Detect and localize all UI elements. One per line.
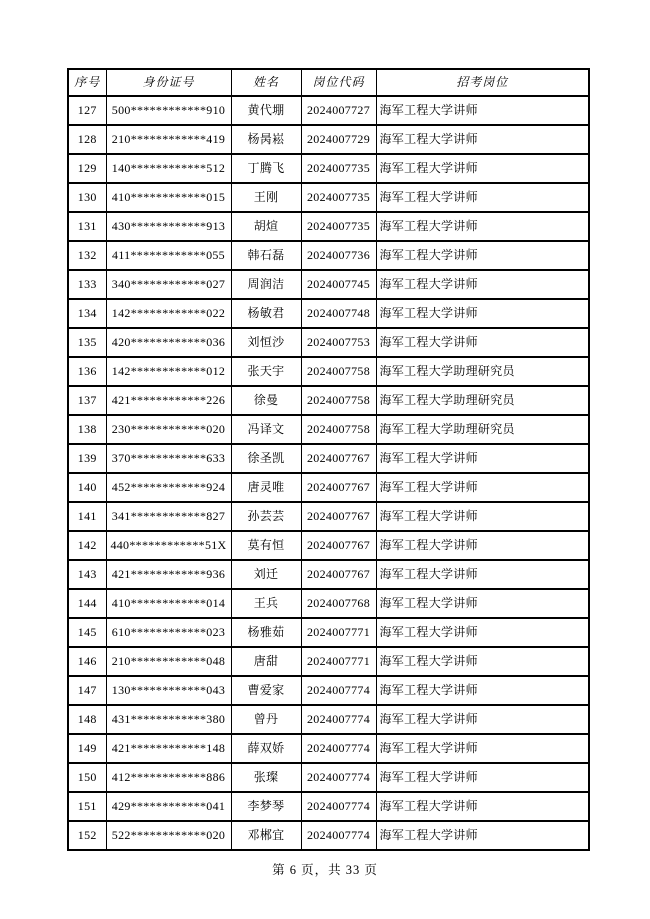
cell-post-title: 海军工程大学讲师 <box>376 705 589 734</box>
table-row <box>68 357 589 386</box>
cell-name: 胡煊 <box>231 212 301 241</box>
table-row <box>68 705 589 734</box>
cell-post-title: 海军工程大学助理研究员 <box>376 386 589 415</box>
cell-post-code: 2024007729 <box>301 125 376 154</box>
cell-id-number: 341************827 <box>106 502 231 531</box>
cell-post-title: 海军工程大学助理研究员 <box>376 415 589 444</box>
cell-id-number: 130************043 <box>106 676 231 705</box>
cell-id-number: 410************014 <box>106 589 231 618</box>
cell-post-code: 2024007735 <box>301 183 376 212</box>
cell-id-number: 421************936 <box>106 560 231 589</box>
cell-post-code: 2024007736 <box>301 241 376 270</box>
cell-name: 张天宇 <box>231 357 301 386</box>
table-row <box>68 676 589 705</box>
table-row <box>68 415 589 444</box>
cell-id-number: 431************380 <box>106 705 231 734</box>
cell-post-title: 海军工程大学讲师 <box>376 212 589 241</box>
cell-seq: 129 <box>68 154 106 183</box>
cell-post-code: 2024007774 <box>301 821 376 850</box>
cell-name: 丁腾飞 <box>231 154 301 183</box>
cell-post-code: 2024007753 <box>301 328 376 357</box>
table-row <box>68 183 589 212</box>
cell-id-number: 142************012 <box>106 357 231 386</box>
cell-id-number: 610************023 <box>106 618 231 647</box>
cell-id-number: 410************015 <box>106 183 231 212</box>
table-row <box>68 821 589 850</box>
table-row <box>68 531 589 560</box>
table-row <box>68 502 589 531</box>
table-row <box>68 444 589 473</box>
cell-name: 黄代堋 <box>231 96 301 125</box>
cell-id-number: 430************913 <box>106 212 231 241</box>
cell-post-title: 海军工程大学讲师 <box>376 125 589 154</box>
cell-seq: 127 <box>68 96 106 125</box>
cell-name: 曾丹 <box>231 705 301 734</box>
cell-id-number: 440************51X <box>106 531 231 560</box>
cell-seq: 145 <box>68 618 106 647</box>
cell-post-code: 2024007758 <box>301 386 376 415</box>
cell-id-number: 142************022 <box>106 299 231 328</box>
cell-name: 张璨 <box>231 763 301 792</box>
cell-post-title: 海军工程大学讲师 <box>376 328 589 357</box>
cell-id-number: 412************886 <box>106 763 231 792</box>
table-row <box>68 125 589 154</box>
cell-seq: 132 <box>68 241 106 270</box>
cell-post-code: 2024007767 <box>301 502 376 531</box>
cell-post-code: 2024007745 <box>301 270 376 299</box>
cell-id-number: 411************055 <box>106 241 231 270</box>
cell-post-title: 海军工程大学助理研究员 <box>376 357 589 386</box>
table-row <box>68 328 589 357</box>
col-header-id-number: 身份证号 <box>106 69 231 96</box>
cell-seq: 133 <box>68 270 106 299</box>
cell-name: 唐灵唯 <box>231 473 301 502</box>
cell-post-code: 2024007774 <box>301 763 376 792</box>
cell-seq: 152 <box>68 821 106 850</box>
cell-post-title: 海军工程大学讲师 <box>376 734 589 763</box>
cell-id-number: 500************910 <box>106 96 231 125</box>
cell-post-code: 2024007767 <box>301 560 376 589</box>
cell-post-title: 海军工程大学讲师 <box>376 676 589 705</box>
cell-post-code: 2024007767 <box>301 531 376 560</box>
cell-id-number: 370************633 <box>106 444 231 473</box>
col-header-post-title: 招考岗位 <box>376 69 589 96</box>
col-header-post-code: 岗位代码 <box>301 69 376 96</box>
table-row <box>68 647 589 676</box>
cell-seq: 149 <box>68 734 106 763</box>
cell-post-code: 2024007758 <box>301 357 376 386</box>
cell-post-code: 2024007774 <box>301 734 376 763</box>
cell-post-title: 海军工程大学讲师 <box>376 821 589 850</box>
cell-id-number: 210************048 <box>106 647 231 676</box>
cell-post-title: 海军工程大学讲师 <box>376 647 589 676</box>
cell-id-number: 210************419 <box>106 125 231 154</box>
table-row <box>68 560 589 589</box>
page-number-footer: 第 6 页，共 33 页 <box>272 863 378 877</box>
cell-seq: 144 <box>68 589 106 618</box>
cell-id-number: 140************512 <box>106 154 231 183</box>
cell-post-code: 2024007735 <box>301 154 376 183</box>
cell-name: 徐圣凯 <box>231 444 301 473</box>
cell-post-code: 2024007735 <box>301 212 376 241</box>
cell-seq: 148 <box>68 705 106 734</box>
cell-seq: 150 <box>68 763 106 792</box>
cell-post-title: 海军工程大学讲师 <box>376 241 589 270</box>
cell-name: 杨昺崧 <box>231 125 301 154</box>
cell-seq: 142 <box>68 531 106 560</box>
cell-post-title: 海军工程大学讲师 <box>376 763 589 792</box>
cell-id-number: 429************041 <box>106 792 231 821</box>
cell-post-title: 海军工程大学讲师 <box>376 792 589 821</box>
cell-post-title: 海军工程大学讲师 <box>376 183 589 212</box>
cell-seq: 136 <box>68 357 106 386</box>
cell-seq: 151 <box>68 792 106 821</box>
cell-id-number: 230************020 <box>106 415 231 444</box>
cell-post-code: 2024007758 <box>301 415 376 444</box>
cell-post-code: 2024007767 <box>301 473 376 502</box>
cell-post-code: 2024007767 <box>301 444 376 473</box>
table-row <box>68 96 589 125</box>
table-row <box>68 618 589 647</box>
cell-id-number: 340************027 <box>106 270 231 299</box>
table-row <box>68 154 589 183</box>
table-row <box>68 792 589 821</box>
cell-post-title: 海军工程大学讲师 <box>376 154 589 183</box>
cell-name: 曹爱家 <box>231 676 301 705</box>
cell-seq: 139 <box>68 444 106 473</box>
cell-post-title: 海军工程大学讲师 <box>376 618 589 647</box>
table-row <box>68 299 589 328</box>
cell-seq: 147 <box>68 676 106 705</box>
cell-seq: 143 <box>68 560 106 589</box>
cell-name: 薛双娇 <box>231 734 301 763</box>
table-row <box>68 763 589 792</box>
cell-id-number: 420************036 <box>106 328 231 357</box>
cell-post-code: 2024007771 <box>301 647 376 676</box>
cell-seq: 138 <box>68 415 106 444</box>
cell-seq: 146 <box>68 647 106 676</box>
col-header-seq: 序号 <box>68 69 106 96</box>
cell-name: 唐甜 <box>231 647 301 676</box>
cell-post-title: 海军工程大学讲师 <box>376 560 589 589</box>
cell-post-title: 海军工程大学讲师 <box>376 96 589 125</box>
header-row <box>68 69 589 96</box>
cell-seq: 131 <box>68 212 106 241</box>
cell-post-code: 2024007748 <box>301 299 376 328</box>
cell-id-number: 452************924 <box>106 473 231 502</box>
cell-name: 王兵 <box>231 589 301 618</box>
candidate-roster-table <box>67 68 590 851</box>
cell-post-title: 海军工程大学讲师 <box>376 531 589 560</box>
table-row <box>68 734 589 763</box>
cell-seq: 130 <box>68 183 106 212</box>
cell-post-title: 海军工程大学讲师 <box>376 589 589 618</box>
cell-id-number: 421************148 <box>106 734 231 763</box>
cell-post-code: 2024007771 <box>301 618 376 647</box>
cell-name: 杨敏君 <box>231 299 301 328</box>
cell-seq: 134 <box>68 299 106 328</box>
cell-name: 周润洁 <box>231 270 301 299</box>
cell-post-code: 2024007774 <box>301 792 376 821</box>
col-header-name: 姓名 <box>231 69 301 96</box>
cell-name: 刘恒沙 <box>231 328 301 357</box>
cell-post-code: 2024007727 <box>301 96 376 125</box>
cell-name: 冯译文 <box>231 415 301 444</box>
cell-name: 徐曼 <box>231 386 301 415</box>
cell-seq: 128 <box>68 125 106 154</box>
cell-name: 李梦琴 <box>231 792 301 821</box>
cell-id-number: 522************020 <box>106 821 231 850</box>
cell-post-code: 2024007774 <box>301 676 376 705</box>
cell-name: 刘迁 <box>231 560 301 589</box>
cell-seq: 141 <box>68 502 106 531</box>
cell-name: 韩石磊 <box>231 241 301 270</box>
table-row <box>68 212 589 241</box>
cell-post-code: 2024007768 <box>301 589 376 618</box>
cell-post-title: 海军工程大学讲师 <box>376 502 589 531</box>
cell-post-title: 海军工程大学讲师 <box>376 299 589 328</box>
cell-id-number: 421************226 <box>106 386 231 415</box>
cell-post-title: 海军工程大学讲师 <box>376 444 589 473</box>
cell-name: 王刚 <box>231 183 301 212</box>
cell-name: 杨雅茹 <box>231 618 301 647</box>
table-row <box>68 386 589 415</box>
cell-name: 孙芸芸 <box>231 502 301 531</box>
cell-post-code: 2024007774 <box>301 705 376 734</box>
table-row <box>68 473 589 502</box>
cell-seq: 140 <box>68 473 106 502</box>
table-row <box>68 270 589 299</box>
table-row <box>68 241 589 270</box>
cell-name: 邓郴宜 <box>231 821 301 850</box>
cell-name: 莫有恒 <box>231 531 301 560</box>
table-row <box>68 589 589 618</box>
cell-seq: 135 <box>68 328 106 357</box>
cell-post-title: 海军工程大学讲师 <box>376 473 589 502</box>
cell-post-title: 海军工程大学讲师 <box>376 270 589 299</box>
cell-seq: 137 <box>68 386 106 415</box>
